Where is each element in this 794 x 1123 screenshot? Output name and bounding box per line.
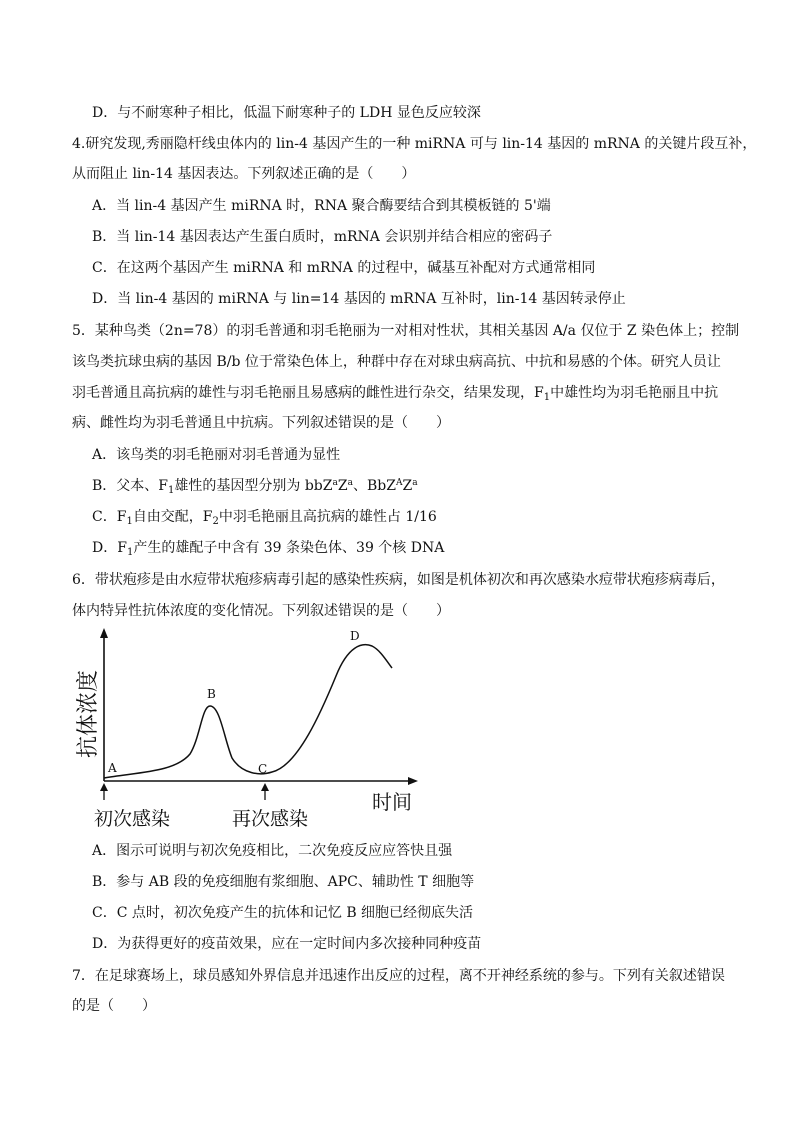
q4-option-c: C．在这两个基因产生 miRNA 和 mRNA 的过程中，碱基互补配对方式通常相同: [92, 260, 596, 276]
q7-stem-line-1: 7．在足球赛场上，球员感知外界信息并迅速作出反应的过程，离不开神经系统的参与。下列有关叙述错误: [72, 968, 725, 984]
q5-option-a: A．该鸟类的羽毛艳丽对羽毛普通为显性: [92, 447, 341, 463]
q4-option-b: B．当 lin-14 基因表达产生蛋白质时，mRNA 会识别并结合相应的密码子: [92, 229, 553, 245]
q6-option-a: A．图示可说明与初次免疫相比，二次免疫反应应答快且强: [92, 843, 453, 859]
antibody-curve: [104, 645, 392, 778]
q5-stem-line-2: 该鸟类抗球虫病的基因 B/b 位于常染色体上，种群中存在对球虫病高抗、中抗和易感的个体。研究人员让: [72, 354, 721, 370]
first-infection-arrowhead: [100, 783, 108, 791]
y-axis-arrow: [100, 628, 108, 638]
q6-option-d: D．为获得更好的疫苗效果，应在一定时间内多次接种同种疫苗: [92, 936, 482, 952]
q5-option-b: B．父本、$F_1$雄性的基因型分别为 $bbZ^aZ^a$、$BbZ^AZ^a$: [92, 478, 418, 496]
point-d-label: D: [350, 629, 360, 643]
q5-option-d: D．$F_1$产生的雄配子中含有 39 条染色体、39 个核 DNA: [92, 540, 445, 558]
x-axis-arrow: [408, 777, 418, 785]
second-infection-label: 再次感染: [232, 808, 309, 830]
q5-stem-line-1: 5．某种鸟类（2n=78）的羽毛普通和羽毛艳丽为一对相对性状，其相关基因 A/a 仅位于 Z 染色体上；控制: [72, 323, 740, 339]
q6-stem-line-2: 体内特异性抗体浓度的变化情况。下列叙述错误的是（ ）: [72, 603, 450, 619]
q6-stem-line-1: 6．带状疱疹是由水痘带状疱疹病毒引起的感染性疾病，如图是机体初次和再次感染水痘带状疱疹病毒后，: [72, 572, 725, 588]
q5-option-c: C．$F_1$自由交配，$F_2$中羽毛艳丽且高抗病的雄性占 1/16: [92, 509, 437, 527]
first-infection-label: 初次感染: [94, 808, 171, 830]
antibody-concentration-figure: [60, 620, 440, 840]
x-axis-label: 时间: [372, 790, 412, 814]
q7-stem-line-2: 的是（ ）: [72, 998, 156, 1014]
q6-option-b: B．参与 AB 段的免疫细胞有浆细胞、APC、辅助性 T 细胞等: [92, 874, 475, 890]
q4-stem-line-1: 4.研究发现,秀丽隐杆线虫体内的 lin-4 基因产生的一种 miRNA 可与 lin-14 基因的 mRNA 的关键片段互补，: [72, 136, 757, 152]
q4-option-a: A．当 lin-4 基因产生 miRNA 时，RNA 聚合酶要结合到其模板链的 5'端: [92, 198, 551, 214]
q6-option-c: C．C 点时，初次免疫产生的抗体和记忆 B 细胞已经彻底失活: [92, 905, 474, 921]
point-b-label: B: [207, 687, 216, 701]
point-c-label: C: [258, 762, 268, 776]
q5-stem-line-4: 病、雌性均为羽毛普通且中抗病。下列叙述错误的是（ ）: [72, 415, 450, 431]
y-axis-label: 抗体浓度: [76, 669, 101, 758]
second-infection-arrowhead: [261, 783, 269, 791]
q3-option-d: D．与不耐寒种子相比，低温下耐寒种子的 LDH 显色反应较深: [92, 105, 481, 121]
point-a-label: A: [108, 761, 117, 775]
q4-option-d: D．当 lin-4 基因的 miRNA 与 lin=14 基因的 mRNA 互补时，lin-14 基因转录停止: [92, 291, 626, 307]
q5-stem-line-3: 羽毛普通且高抗病的雄性与羽毛艳丽且易感病的雌性进行杂交，结果发现，$F_1$中雄性均为羽毛艳丽且中抗: [72, 385, 719, 403]
q4-stem-line-2: 从而阻止 lin-14 基因表达。下列叙述正确的是（ ）: [72, 166, 416, 182]
